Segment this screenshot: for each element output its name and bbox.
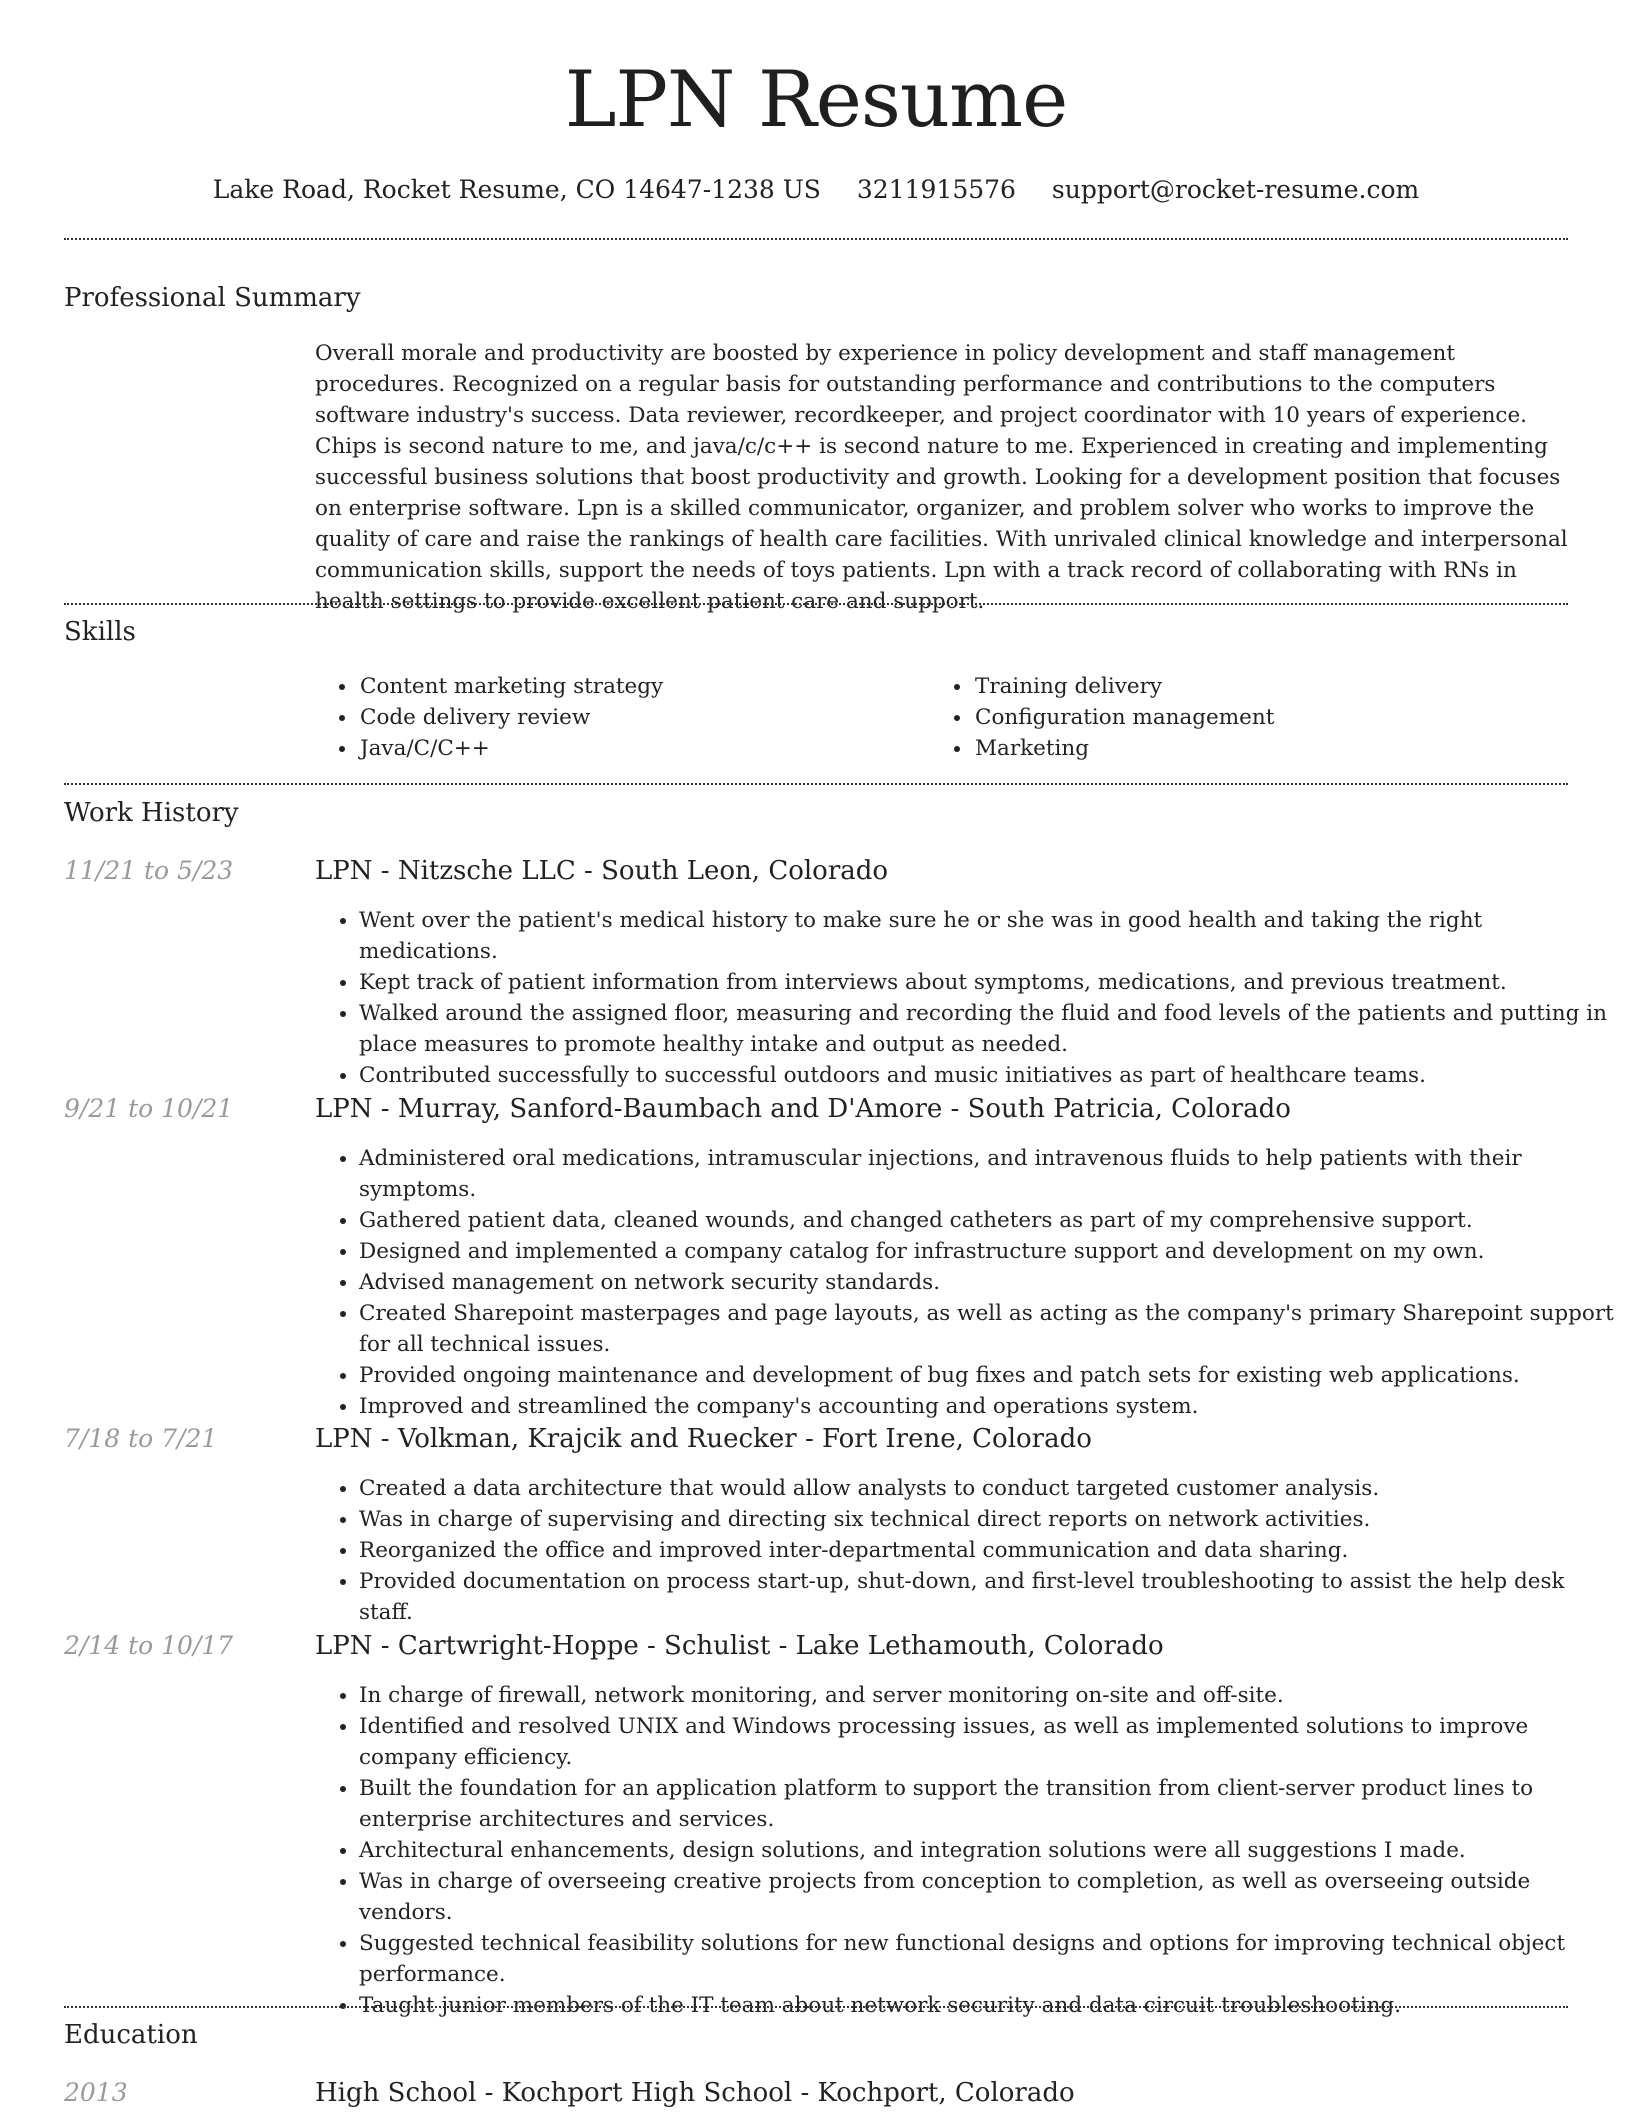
job-bullet: • Identified and resolved UNIX and Windows processing issues, as well as implemented solutions to improve company efficiency. [359,1711,1617,1773]
job-bullet: • Contributed successfully to successful outdoors and music initiatives as part of healthcare teams. [359,1060,1617,1091]
job-bullet: • Suggested technical feasibility solutions for new functional designs and options for improving technical object performance. [359,1928,1617,1990]
job-bullet: • Advised management on network security standards. [359,1267,1617,1298]
section-divider [64,603,1568,605]
job-bullet: • Provided ongoing maintenance and development of bug fixes and patch sets for existing web applications. [359,1360,1617,1391]
job-bullets [315,1143,1617,1422]
skill-item: • Training delivery [973,671,1533,702]
skill-item: • Java/C/C++ [358,733,918,764]
skills-heading: Skills [64,617,136,647]
job-bullet: • Designed and implemented a company catalog for infrastructure support and development on my own. [359,1236,1617,1267]
job-bullet: • Built the foundation for an application platform to support the transition from client-server product lines to enterprise architectures and services. [359,1773,1617,1835]
job-bullet: • Administered oral medications, intramuscular injections, and intravenous fluids to help patients with their symptoms. [359,1143,1617,1205]
job-dates: 11/21 to 5/23 [64,856,234,885]
contact-phone: 3211915576 [856,175,1016,204]
education-dates: 2013 [64,2078,128,2107]
skills-list-right [945,671,1533,764]
job-bullet: • Was in charge of overseeing creative projects from conception to completion, as well as overseeing outside vendors. [359,1866,1617,1928]
resume-title: LPN Resume [564,55,1068,145]
job-bullet: • Taught junior members of the IT team about network security and data circuit troubleshooting. [359,1990,1617,2021]
section-divider [64,2006,1568,2008]
summary-heading: Professional Summary [64,283,361,313]
skills-list-left [330,671,918,764]
job-dates: 9/21 to 10/21 [64,1094,234,1123]
job-bullet: • Created a data architecture that would allow analysts to conduct targeted customer analysis. [359,1473,1617,1504]
education-heading: Education [64,2020,198,2050]
job-bullet: • Created Sharepoint masterpages and page layouts, as well as acting as the company's primary Sharepoint support for all technical issues. [359,1298,1617,1360]
job-bullet: • Walked around the assigned floor, measuring and recording the fluid and food levels of the patients and putting in place measures to promote healthy intake and output as needed. [359,998,1617,1060]
job-bullet: • Architectural enhancements, design solutions, and integration solutions were all suggestions I made. [359,1835,1617,1866]
skill-item: • Code delivery review [358,702,918,733]
contact-line [0,170,1632,210]
skill-item: • Marketing [973,733,1533,764]
contact-email: support@rocket-resume.com [1051,175,1420,204]
job-bullet: • In charge of firewall, network monitoring, and server monitoring on-site and off-site. [359,1680,1617,1711]
job-dates: 2/14 to 10/17 [64,1631,234,1660]
job-bullet: • Kept track of patient information from interviews about symptoms, medications, and previous treatment. [359,967,1617,998]
skill-item: • Content marketing strategy [358,671,918,702]
skill-item: • Configuration management [973,702,1533,733]
job-title: LPN - Volkman, Krajcik and Ruecker - Fort Irene, Colorado [315,1424,1092,1454]
job-title: LPN - Cartwright-Hoppe - Schulist - Lake Lethamouth, Colorado [315,1631,1164,1661]
job-bullets [315,1680,1617,2021]
job-bullets [315,905,1617,1091]
job-bullet: • Went over the patient's medical history to make sure he or she was in good health and taking the right medications. [359,905,1617,967]
work-history-heading: Work History [64,798,239,828]
section-divider [64,783,1568,785]
job-bullet: • Was in charge of supervising and directing six technical direct reports on network activities. [359,1504,1617,1535]
job-bullets [315,1473,1617,1628]
job-title: LPN - Nitzsche LLC - South Leon, Colorado [315,856,889,886]
summary-text: Overall morale and productivity are boosted by experience in policy development and staff management procedures. Recognized on a regular basis for outstanding performance and contributions to the computers software industry's success. Data reviewer, recordkeeper, and project coordinator with 10 years of experience. Chips is second nature to me, and java/c/c++ is second nature to me. Experienced in creating and implementing successful business solutions that boost productivity and growth. Looking for a development position that focuses on enterprise software. Lpn is a skilled communicator, organizer, and problem solver who works to improve the quality of care and raise the rankings of health care facilities. With unrivaled clinical knowledge and interpersonal communication skills, support the needs of toys patients. Lpn with a track record of collaborating with RNs in health settings to provide excellent patient care and support. [315,341,1568,614]
job-bullet: • Provided documentation on process start-up, shut-down, and first-level troubleshooting to assist the help desk staff. [359,1566,1617,1628]
job-bullet: • Reorganized the office and improved inter-departmental communication and data sharing. [359,1535,1617,1566]
job-bullet: • Improved and streamlined the company's accounting and operations system. [359,1391,1617,1422]
section-divider [64,238,1568,240]
job-bullet: • Gathered patient data, cleaned wounds, and changed catheters as part of my comprehensive support. [359,1205,1617,1236]
job-dates: 7/18 to 7/21 [64,1424,218,1453]
contact-address: Lake Road, Rocket Resume, CO 14647-1238 US [212,175,821,204]
education-title: High School - Kochport High School - Kochport, Colorado [315,2078,1075,2108]
job-title: LPN - Murray, Sanford-Baumbach and D'Amore - South Patricia, Colorado [315,1094,1291,1124]
